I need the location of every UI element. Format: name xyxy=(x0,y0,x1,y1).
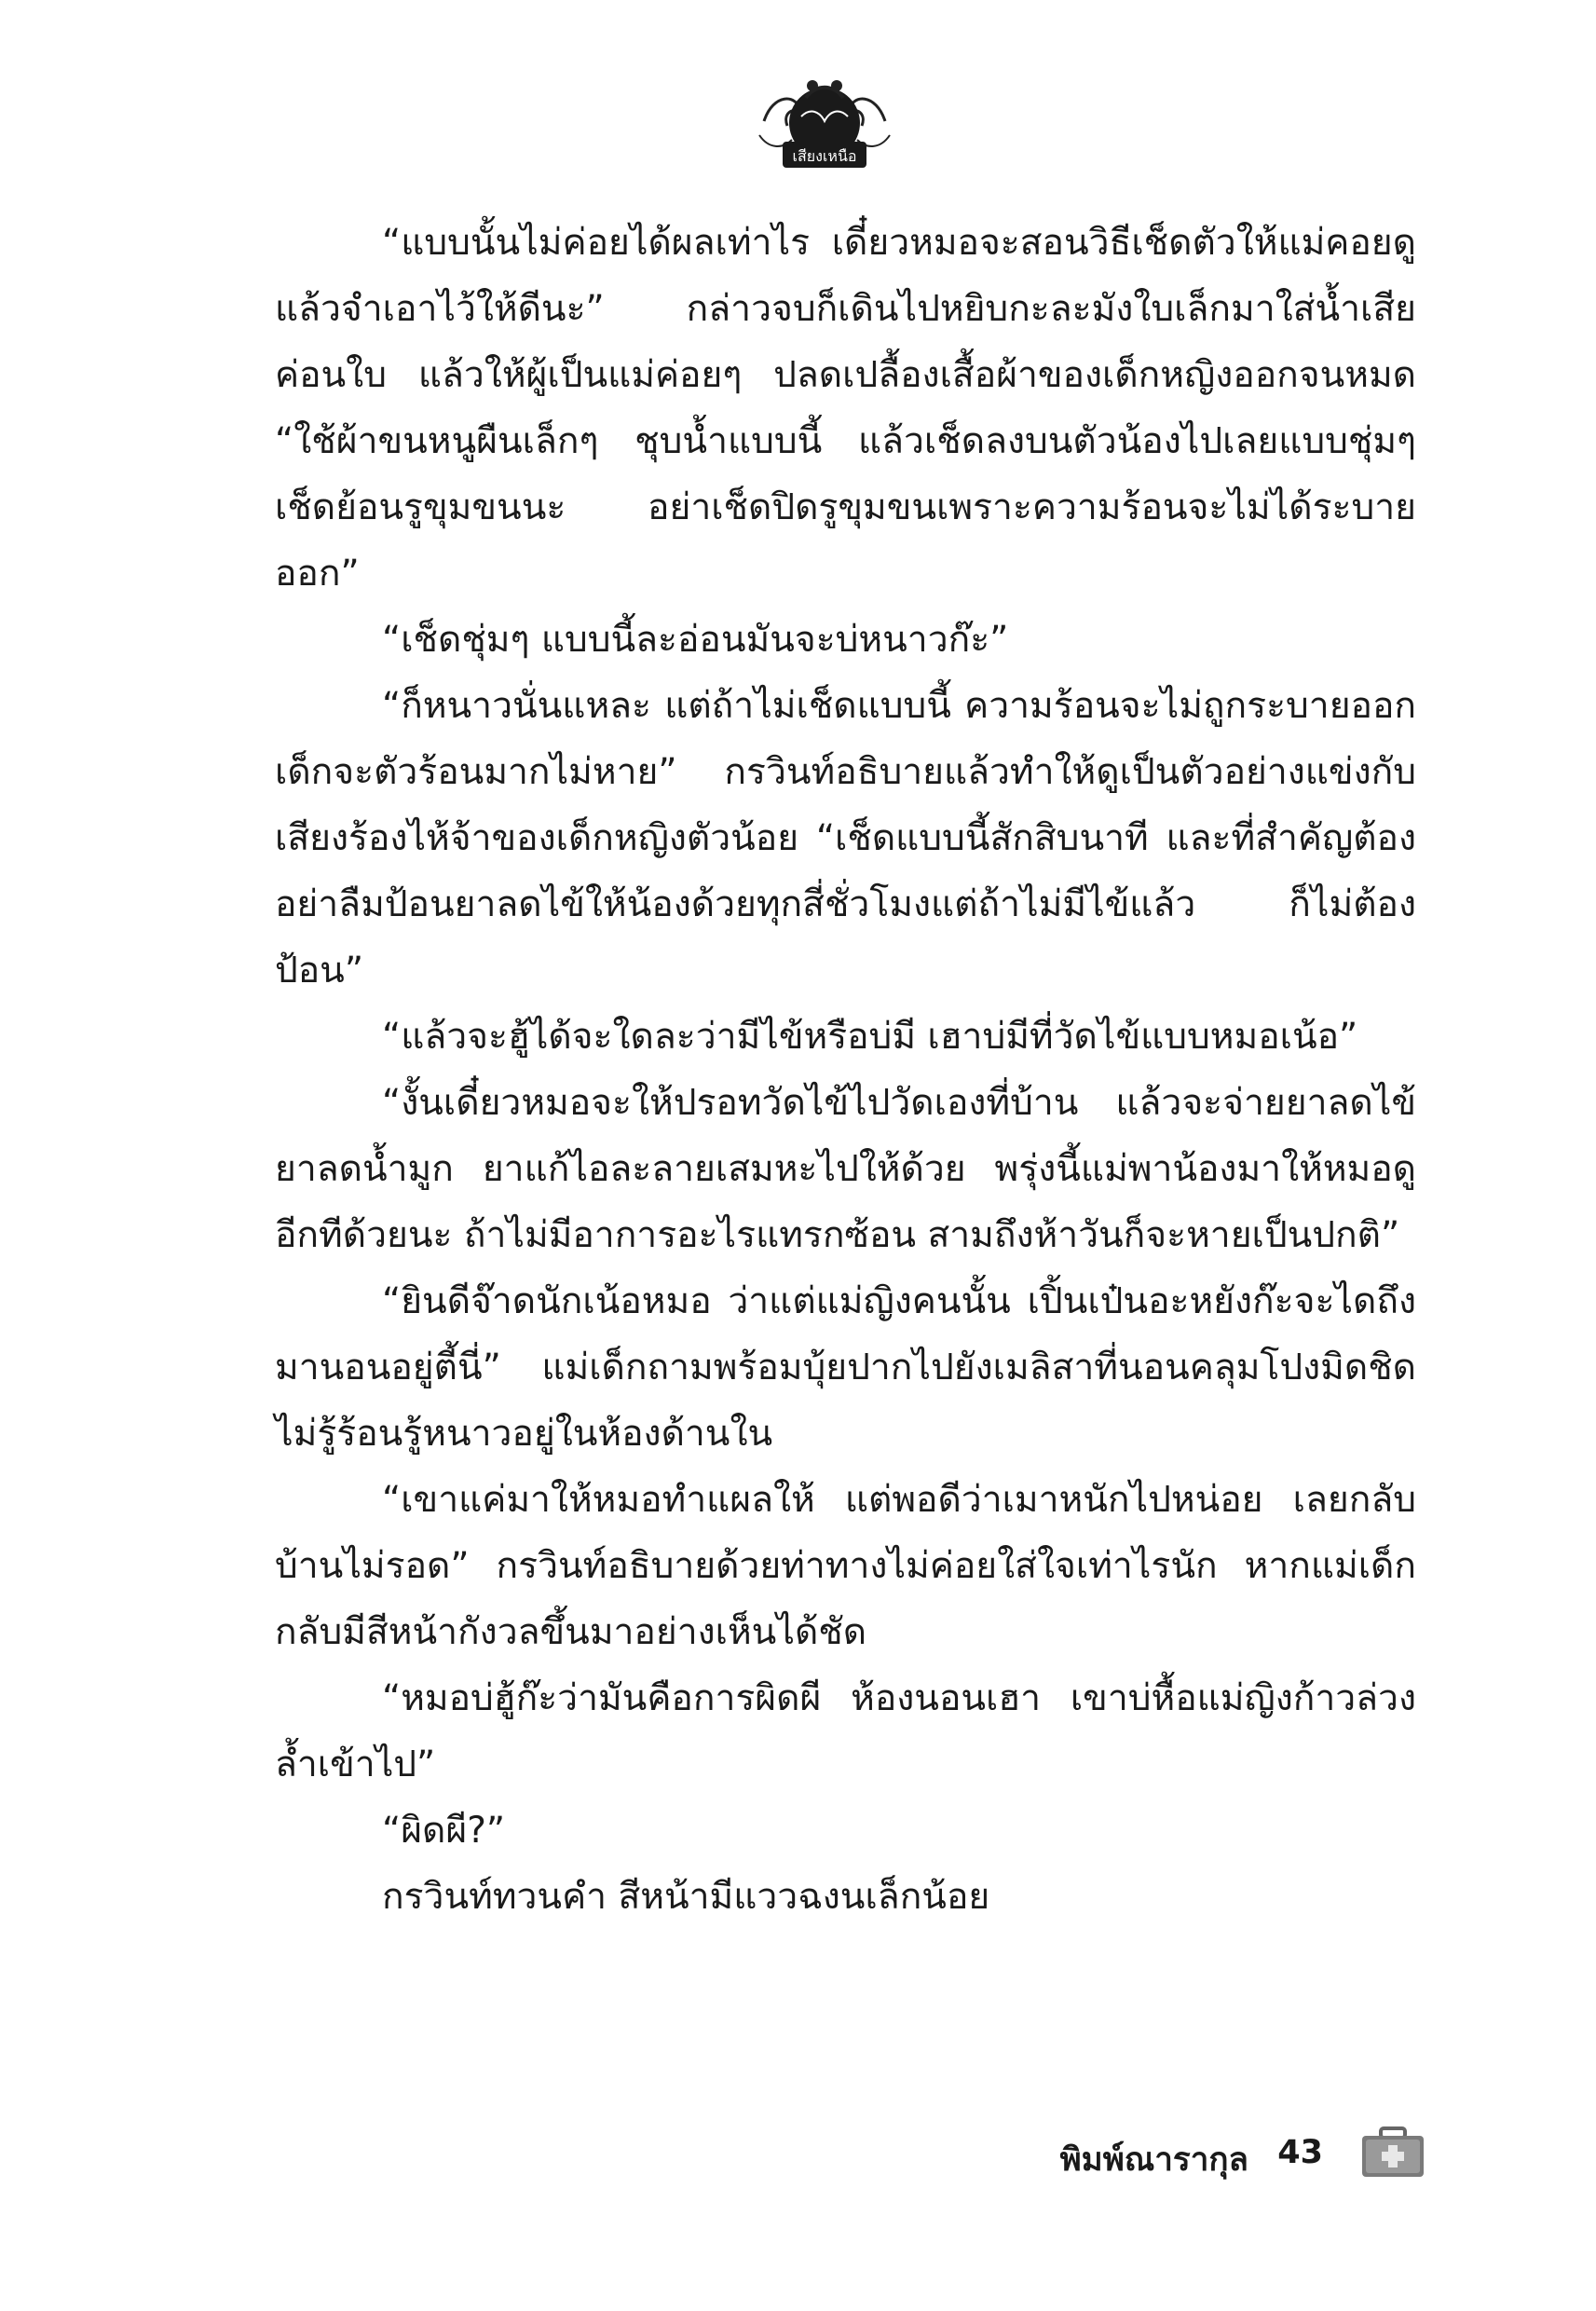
page-number: 43 xyxy=(1277,2134,1323,2171)
paragraph-5: “งั้นเดี๋ยวหมอจะให้ปรอทวัดไข้ไปวัดเองที่บ้าน แล้วจะจ่ายยาลดไข้ยาลดน้ำมูก ยาแก้ไอละลายเสมหะไปให้ด้วย พรุ่งนี้แม่พาน้องมาให้หมอดูอีกทีด้วยนะ ถ้าไม่มีอาการอะไรแทรกซ้อน สามถึงห้าวันก็จะหายเป็นปกติ” xyxy=(275,1082,1416,1256)
logo-text: เสียงเหนือ xyxy=(792,147,857,165)
paragraph-7: “เขาแค่มาให้หมอทำแผลให้ แต่พอดีว่าเมาหนักไปหน่อย เลยกลับบ้านไม่รอด” กรวินท์อธิบายด้วยท่าทางไม่ค่อยใส่ใจเท่าไรนัก หากแม่เด็กกลับมีสีหน้ากังวลขึ้นมาอย่างเห็นได้ชัด xyxy=(275,1479,1416,1653)
medical-kit-icon xyxy=(1360,2126,1425,2179)
book-title: พิมพ์ณารากุล xyxy=(1059,2141,1248,2179)
paragraph-4: “แล้วจะฮู้ได้จะใดละว่ามีไข้หรือบ่มี เฮาบ่มีที่วัดไข้แบบหมอเน้อ” xyxy=(382,1016,1358,1058)
body-text xyxy=(275,210,1416,1930)
paragraph-3: “ก็หนาวนั่นแหละ แต่ถ้าไม่เช็ดแบบนี้ ความร้อนจะไม่ถูกระบายออก เด็กจะตัวร้อนมากไม่หาย” กรวินท์อธิบายแล้วทำให้ดูเป็นตัวอย่างแข่งกับเสียงร้องไห้จ้าของเด็กหญิงตัวน้อย “เช็ดแบบนี้สักสิบนาที และที่สำคัญต้องอย่าลืมป้อนยาลดไข้ให้น้องด้วยทุกสี่ชั่วโมงแต่ถ้าไม่มีไข้แล้ว ก็ไม่ต้องป้อน” xyxy=(275,685,1416,991)
ornament-logo-icon xyxy=(755,56,894,177)
paragraph-8: “หมอบ่ฮู้ก๊ะว่ามันคือการผิดผี ห้องนอนเฮา เขาบ่หื้อแม่ญิงก้าวล่วงล้ำเข้าไป” xyxy=(275,1677,1416,1785)
paragraph-2: “เช็ดชุ่มๆ แบบนี้ละอ่อนมันจะบ่หนาวก๊ะ” xyxy=(382,619,1009,661)
page-footer xyxy=(1016,2126,1425,2192)
paragraph-1: “แบบนั้นไม่ค่อยได้ผลเท่าไร เดี๋ยวหมอจะสอนวิธีเช็ดตัวให้แม่คอยดูแล้วจำเอาไว้ให้ดีนะ” กล่าวจบก็เดินไปหยิบกะละมังใบเล็กมาใส่น้ำเสียค่อนใบ แล้วให้ผู้เป็นแม่ค่อยๆ ปลดเปลื้องเสื้อผ้าของเด็กหญิงออกจนหมด “ใช้ผ้าขนหนูผืนเล็กๆ ชุบน้ำแบบนี้ แล้วเช็ดลงบนตัวน้องไปเลยแบบชุ่มๆ เช็ดย้อนรูขุมขนนะ อย่าเช็ดปิดรูขุมขนเพราะความร้อนจะไม่ได้ระบายออก” xyxy=(275,222,1416,595)
paragraph-6: “ยินดีจ๊าดนักเน้อหมอ ว่าแต่แม่ญิงคนนั้น เปิ้นเป๋นอะหยังก๊ะจะไดถึงมานอนอยู่ตี้นี่” แม่เด็กถามพร้อมบุ้ยปากไปยังเมลิสาที่นอนคลุมโปงมิดชิดไม่รู้ร้อนรู้หนาวอยู่ในห้องด้านใน xyxy=(275,1280,1416,1455)
paragraph-9: “ผิดผี?” xyxy=(382,1810,506,1852)
paragraph-10: กรวินท์ทวนคำ สีหน้ามีแววฉงนเล็กน้อย xyxy=(382,1876,990,1918)
